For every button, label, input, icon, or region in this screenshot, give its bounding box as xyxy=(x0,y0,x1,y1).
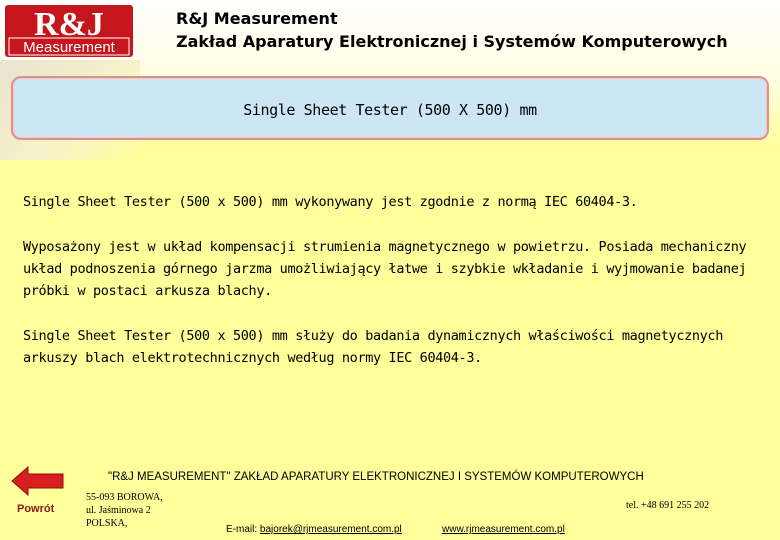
phone-number: tel. +48 691 255 202 xyxy=(626,500,710,511)
email-link[interactable]: bajorek@rjmeasurement.com.pl xyxy=(259,524,402,535)
website-link[interactable]: www.rjmeasurement.com.pl xyxy=(442,524,565,535)
company-logo xyxy=(3,3,135,59)
address-line-city: 55-093 BOROWA, xyxy=(86,492,163,503)
footer-company-line: "R&J MEASUREMENT" ZAKŁAD APARATURY ELEKTRONICZNEJ I SYSTEMÓW KOMPUTEROWYCH xyxy=(108,471,644,483)
address-line-country: POLSKA, xyxy=(86,518,128,529)
logo-text-bottom: Measurement xyxy=(23,39,115,56)
company-subtitle: Zakład Aparatury Elektronicznej i Systemów Komputerowych xyxy=(176,32,728,51)
company-name: R&J Measurement xyxy=(176,9,338,28)
address-line-street: ul. Jaśminowa 2 xyxy=(86,505,151,516)
email-label: E-mail: xyxy=(226,524,258,535)
left-arrow-icon[interactable] xyxy=(11,466,64,496)
logo-text-top: R&J xyxy=(34,6,104,43)
paragraph-standard: Single Sheet Tester (500 x 500) mm wykonywany jest zgodnie z normą IEC 60404-3. xyxy=(23,194,638,210)
back-link[interactable]: Powrót xyxy=(17,503,55,515)
page-title: Single Sheet Tester (500 X 500) mm xyxy=(243,101,537,119)
paragraph-equipment: Wyposażony jest w układ kompensacji strumienia magnetycznego w powietrzu. Posiada mechaniczny układ podnoszenia górnego jarzma umożliwiający łatwe i szybkie wkładanie i wyjmowanie badanej próbki w postaci arkusza blachy. xyxy=(23,239,747,299)
paragraph-purpose: Single Sheet Tester (500 x 500) mm służy do badania dynamicznych właściwości magnetycznych arkuszy blach elektrotechnicznych według normy IEC 60404-3. xyxy=(23,328,723,366)
email-row xyxy=(226,524,402,535)
address-block xyxy=(86,491,163,530)
